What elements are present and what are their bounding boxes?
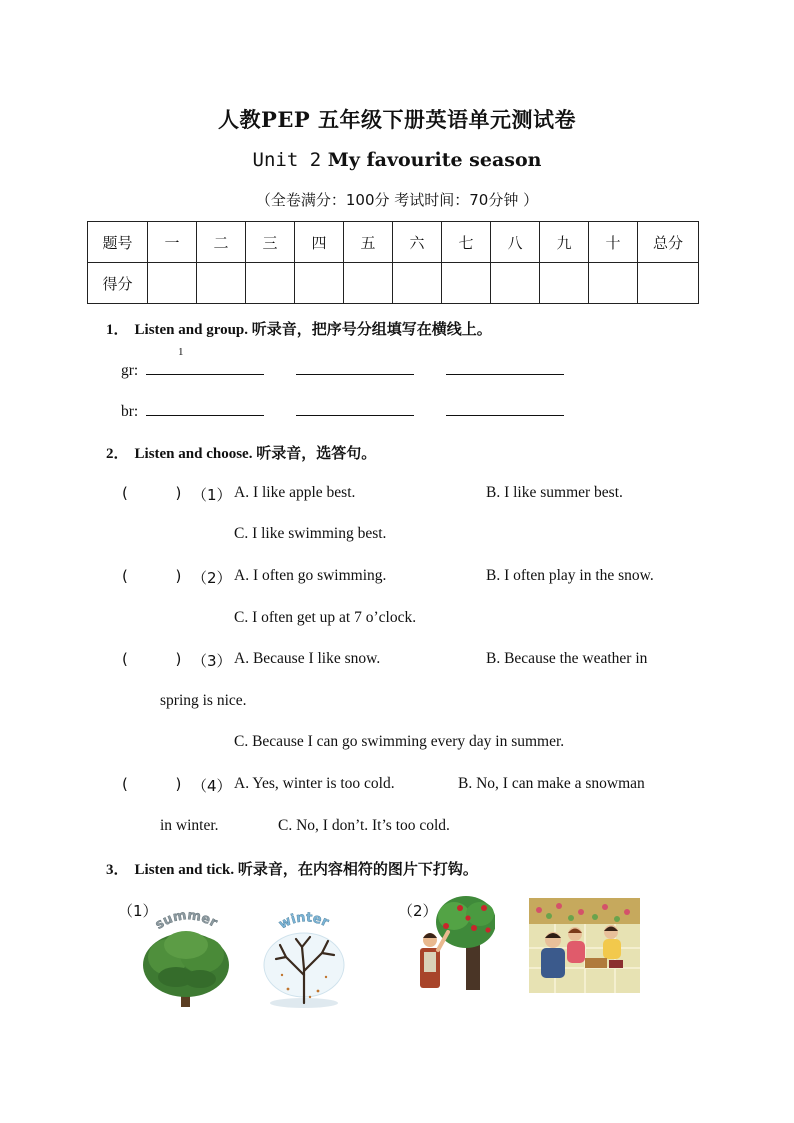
answer-paren[interactable]: ( ) [122, 775, 182, 793]
section-title: Listen and group. [134, 322, 249, 338]
score-header-cell: 十 [589, 222, 638, 263]
score-entry-cell[interactable] [589, 263, 638, 304]
option-a: A. Because I like snow. [234, 650, 381, 667]
score-entry-cell[interactable] [442, 263, 491, 304]
section-number: 1． [106, 322, 129, 338]
score-header-cell: 三 [246, 222, 295, 263]
answer-blank[interactable] [446, 360, 564, 375]
score-entry-row [88, 263, 699, 304]
score-header-cell: 八 [491, 222, 540, 263]
group-marker: 1 [178, 346, 184, 358]
answer-paren[interactable]: ( ) [122, 484, 182, 502]
section-number: 2． [106, 446, 129, 462]
score-header-cell: 二 [197, 222, 246, 263]
option-b: B. Because the weather in [486, 650, 648, 667]
group-row-br [121, 401, 564, 421]
question-number: （3） [192, 652, 232, 670]
section-2-heading [106, 442, 376, 463]
answer-paren[interactable]: ( ) [122, 567, 182, 585]
group-label: br: [121, 403, 139, 420]
option-b-continued: in winter. [160, 817, 219, 834]
answer-blank[interactable] [296, 360, 414, 375]
apple-picking-image[interactable] [410, 896, 495, 991]
score-entry-cell[interactable] [540, 263, 589, 304]
picture-group-label: （1） [118, 902, 158, 920]
score-row-label: 得分 [88, 263, 148, 304]
summer-label: summer [152, 908, 220, 933]
option-c: C. No, I don’t. It’s too cold. [278, 817, 450, 834]
option-a: A. Yes, winter is too cold. [234, 775, 395, 792]
section-title: Listen and tick. [134, 862, 235, 878]
score-entry-cell[interactable] [295, 263, 344, 304]
section-instruction: 听录音，选答句。 [256, 446, 377, 462]
score-table [87, 221, 699, 304]
group-row-gr [121, 360, 564, 380]
score-header-cell: 五 [344, 222, 393, 263]
score-header-cell: 九 [540, 222, 589, 263]
section-3-heading [106, 858, 478, 879]
picture-group-label: （2） [398, 902, 438, 920]
option-c: C. Because I can go swimming every day in summer. [234, 733, 565, 750]
question-number: （2） [192, 569, 232, 587]
section-1-heading [106, 318, 492, 339]
option-a: A. I like apple best. [234, 484, 356, 501]
answer-paren[interactable]: ( ) [122, 650, 182, 668]
score-header-cell: 总分 [638, 222, 699, 263]
unit-subtitle [0, 149, 794, 171]
winter-label: winter [276, 910, 331, 933]
score-entry-cell[interactable] [148, 263, 197, 304]
unit-name: My favourite season [327, 149, 542, 171]
score-entry-cell[interactable] [344, 263, 393, 304]
option-b-continued: spring is nice. [160, 692, 247, 709]
score-header-cell: 四 [295, 222, 344, 263]
answer-blank[interactable] [446, 401, 564, 416]
section-instruction: 听录音，把序号分组填写在横线上。 [251, 322, 492, 338]
question-number: （4） [192, 777, 232, 795]
option-b: B. I like summer best. [486, 484, 623, 501]
option-a: A. I often go swimming. [234, 567, 387, 584]
score-entry-cell[interactable] [638, 263, 699, 304]
score-entry-cell[interactable] [197, 263, 246, 304]
score-header-cell: 七 [442, 222, 491, 263]
score-header-cell: 六 [393, 222, 442, 263]
score-entry-cell[interactable] [393, 263, 442, 304]
summer-tree-image[interactable] [140, 905, 232, 1010]
option-b: B. I often play in the snow. [486, 567, 654, 584]
option-c: C. I often get up at 7 o’clock. [234, 609, 417, 626]
exam-meta: （全卷满分：100分 考试时间：70分钟 ） [255, 191, 539, 209]
score-entry-cell[interactable] [491, 263, 540, 304]
section-number: 3． [106, 862, 129, 878]
score-header-cell: 一 [148, 222, 197, 263]
page-title: 人教PEP 五年级下册英语单元测试卷 [218, 107, 576, 132]
score-header-cell: 题号 [88, 222, 148, 263]
answer-blank[interactable] [146, 360, 264, 375]
score-header-row [88, 222, 699, 263]
answer-blank[interactable] [296, 401, 414, 416]
section-instruction: 听录音，在内容相符的图片下打钩。 [237, 862, 478, 878]
unit-number: Unit 2 [252, 149, 322, 171]
picnic-image[interactable] [529, 898, 640, 993]
group-label: gr: [121, 362, 139, 379]
question-number: （1） [192, 486, 232, 504]
section-title: Listen and choose. [134, 446, 253, 462]
winter-tree-image[interactable] [258, 905, 350, 1010]
score-entry-cell[interactable] [246, 263, 295, 304]
option-c: C. I like swimming best. [234, 525, 387, 542]
answer-blank[interactable] [146, 401, 264, 416]
option-b: B. No, I can make a snowman [458, 775, 645, 792]
